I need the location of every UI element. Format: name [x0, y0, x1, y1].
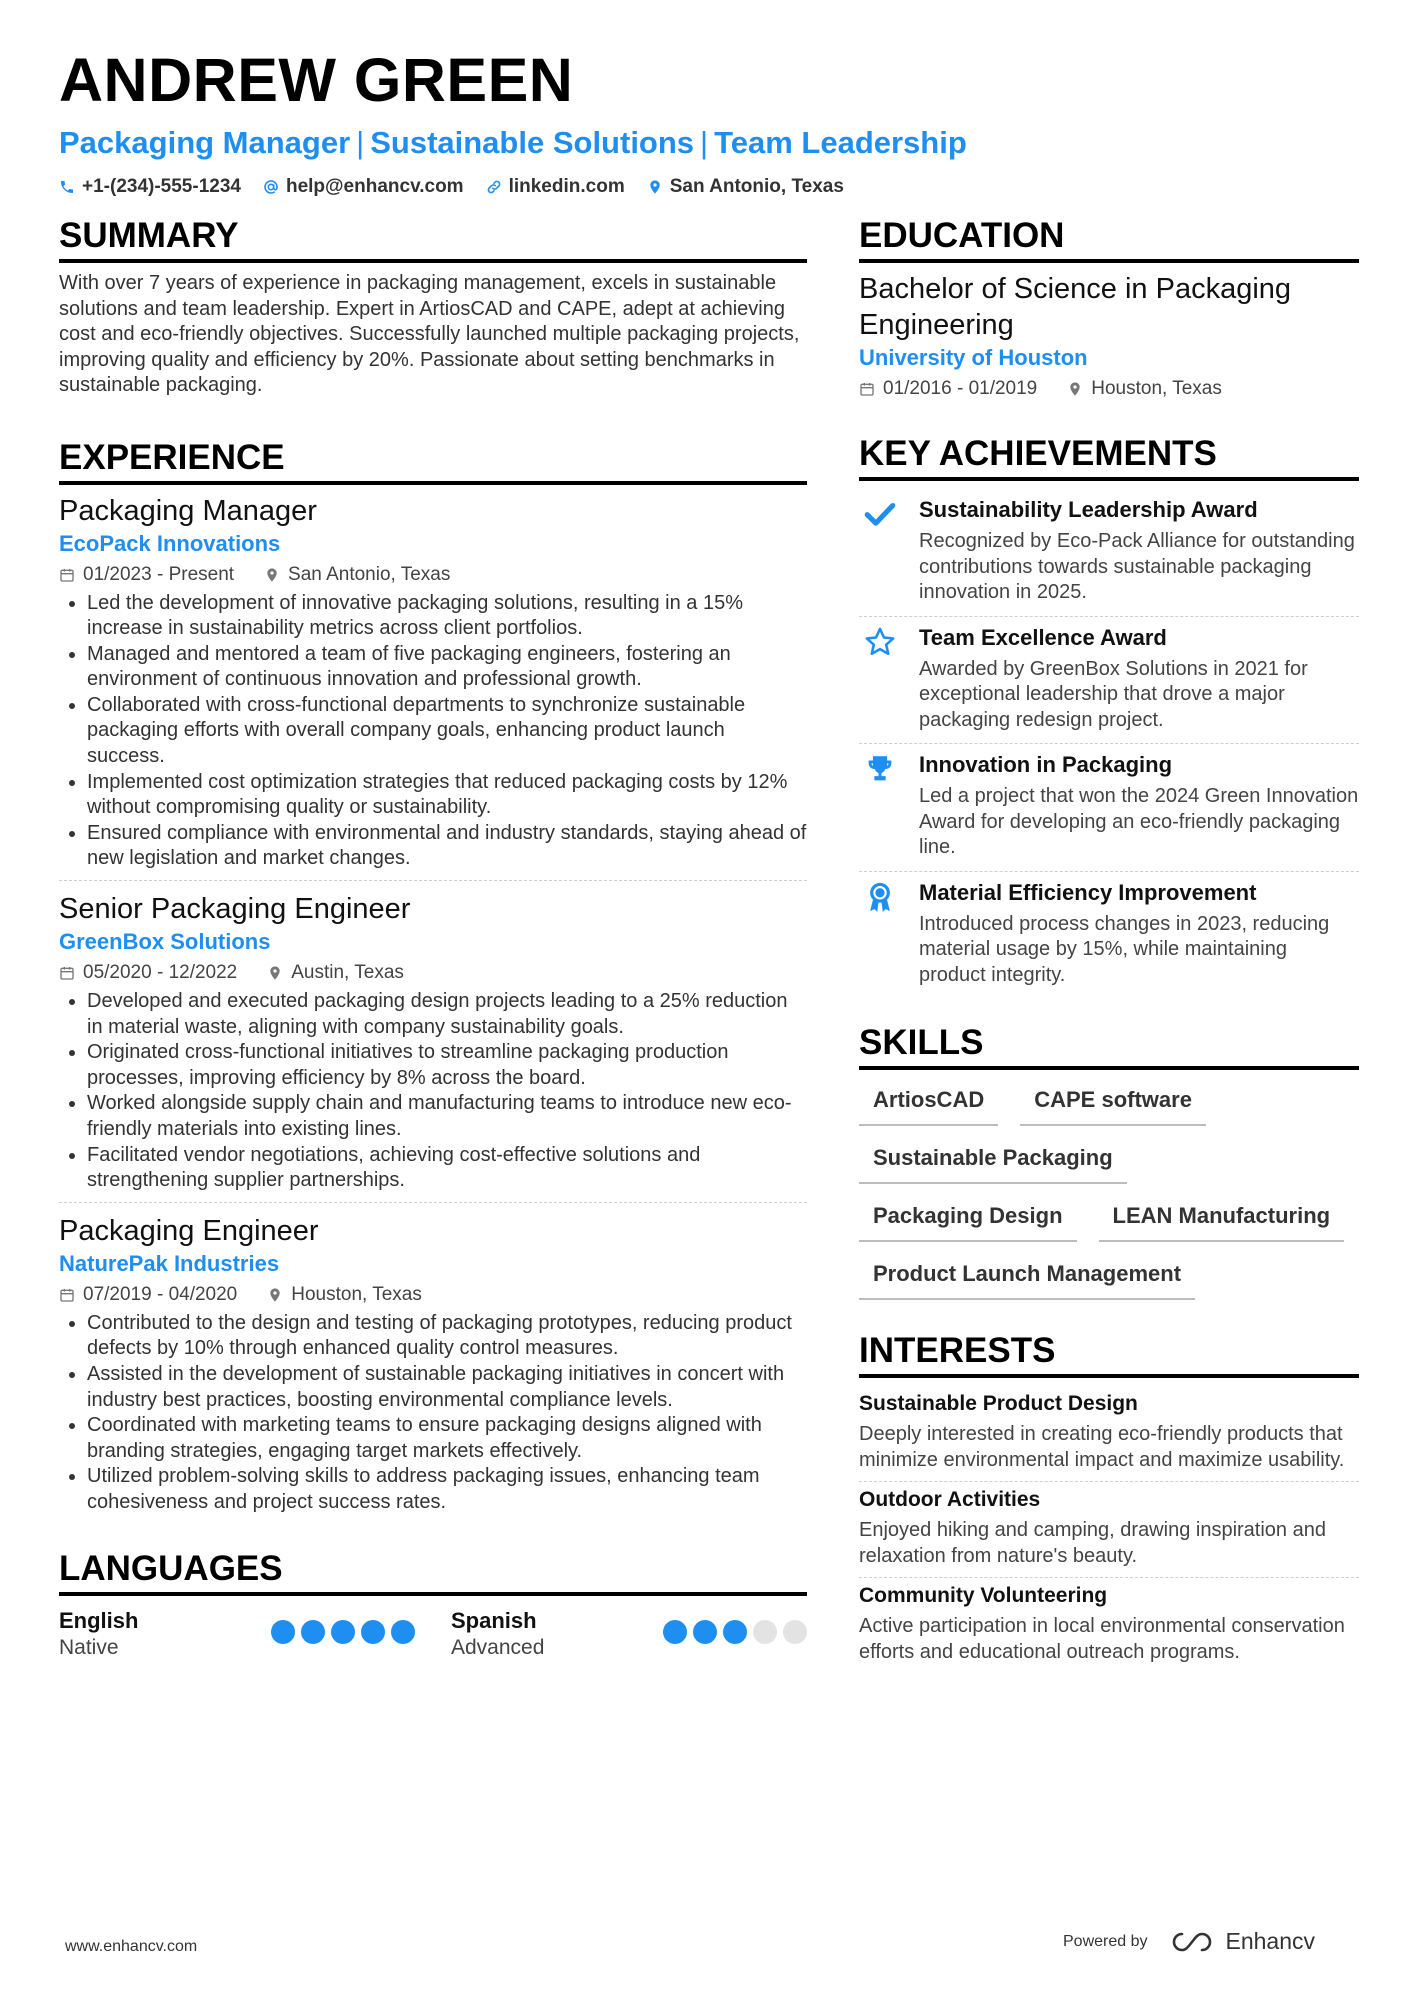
education-section	[859, 215, 1359, 403]
achievement-desc: Introduced process changes in 2023, reducing material usage by 15%, while maintaining product integrity.	[919, 912, 1330, 986]
company-name: NaturePak Industries	[59, 1250, 280, 1276]
calendar-icon	[859, 381, 875, 397]
experience-heading: EXPERIENCE	[59, 437, 807, 485]
language-name: Spanish	[451, 1607, 537, 1633]
job-bullet: • Managed and mentored a team of five packaging engineers, fostering an environment of continuous innovation and professional growth.	[87, 642, 807, 693]
job-bullet: • Originated cross-functional initiatives to streamline packaging production processes, improving efficiency by 8% across the board.	[87, 1040, 807, 1091]
interest-desc: Active participation in local environmental conservation efforts and educational outreach programs.	[859, 1615, 1345, 1663]
job-bullet: • Contributed to the design and testing of packaging prototypes, reducing product defects by 10% through enhanced quality control measures.	[87, 1311, 807, 1362]
contact-phone[interactable]	[59, 176, 241, 198]
language-level: Advanced	[451, 1635, 545, 1659]
language-rating	[663, 1620, 807, 1644]
job-entry	[59, 1213, 807, 1524]
education-meta	[859, 375, 1359, 403]
left-column	[59, 215, 807, 1662]
job-location	[264, 561, 450, 589]
interest-title: Sustainable Product Design	[859, 1392, 1138, 1415]
job-bullet: • Implemented cost optimization strategies that reduced packaging costs by 12% without compromising quality or sustainability.	[87, 770, 807, 821]
job-bullet: • Developed and executed packaging design projects leading to a 25% reduction in material waste, aligning with company sustainability goals.	[87, 989, 807, 1040]
medal-icon	[863, 880, 897, 914]
interests-heading: INTERESTS	[859, 1330, 1359, 1378]
header	[59, 44, 1359, 198]
brand-name: Enhancv	[1225, 1928, 1316, 1954]
education-dates-text: 01/2016 - 01/2019	[883, 378, 1038, 399]
job-location	[267, 959, 404, 987]
job-bullet: • Collaborated with cross-functional departments to synchronize sustainable packaging efforts with overall company goals, enhancing product launch success.	[87, 693, 807, 770]
rating-dot-filled	[331, 1620, 355, 1644]
skills-section	[859, 1022, 1359, 1300]
star-icon	[863, 625, 897, 659]
education-location	[1067, 375, 1222, 403]
achievement-entry	[859, 617, 1359, 745]
job-bullets	[59, 1311, 807, 1516]
achievement-title: Sustainability Leadership Award	[919, 497, 1258, 522]
headline-separator: |	[700, 125, 709, 160]
interest-title: Outdoor Activities	[859, 1488, 1041, 1511]
summary-heading: SUMMARY	[59, 215, 807, 263]
job-dates-text: 05/2020 - 12/2022	[83, 962, 238, 984]
language-rating	[271, 1620, 415, 1644]
location-pin-icon	[1067, 381, 1083, 397]
languages-heading: LANGUAGES	[59, 1548, 807, 1596]
job-title: Senior Packaging Engineer	[59, 893, 411, 926]
language-entry	[59, 1608, 415, 1662]
job-location-text: San Antonio, Texas	[288, 563, 451, 585]
rating-dot-filled	[723, 1620, 747, 1644]
trophy-icon	[863, 752, 897, 786]
job-meta	[59, 959, 807, 987]
location-pin-icon	[647, 179, 663, 195]
rating-dot-filled	[693, 1620, 717, 1644]
contact-linkedin[interactable]	[486, 176, 625, 198]
rating-dot-filled	[361, 1620, 385, 1644]
footer-website[interactable]: www.enhancv.com	[65, 1938, 198, 1955]
headline-part: Team Leadership	[714, 125, 967, 160]
achievement-entry	[859, 872, 1359, 999]
rating-dot-empty	[753, 1620, 777, 1644]
job-bullet: • Ensured compliance with environmental and industry standards, staying ahead of new legislation and market changes.	[87, 821, 807, 872]
interest-entry	[859, 1578, 1359, 1673]
calendar-icon	[59, 965, 75, 981]
rating-dot-filled	[391, 1620, 415, 1644]
headline	[59, 124, 1359, 162]
language-name: English	[59, 1607, 139, 1633]
job-meta	[59, 561, 807, 589]
language-entry	[451, 1608, 807, 1662]
education-location-text: Houston, Texas	[1091, 378, 1222, 399]
job-bullet: • Coordinated with marketing teams to ensure packaging designs aligned with branding strategies, engaging target markets effectively.	[87, 1413, 807, 1464]
footer-branding	[1063, 1928, 1315, 1955]
contact-row	[59, 176, 1359, 198]
job-bullets	[59, 591, 807, 873]
achievement-title: Material Efficiency Improvement	[919, 879, 1257, 905]
job-dates-text: 01/2023 - Present	[83, 563, 235, 585]
interest-entry	[859, 1386, 1359, 1482]
languages-section	[59, 1548, 807, 1662]
phone-icon	[59, 179, 75, 195]
language-level: Native	[59, 1635, 119, 1659]
rating-dot-filled	[271, 1620, 295, 1644]
achievements-section	[859, 433, 1359, 998]
job-bullet: • Assisted in the development of sustainable packaging initiatives in concert with industry best practices, boosting environmental compliance levels.	[87, 1362, 807, 1413]
skill-tag: CAPE software	[1020, 1082, 1206, 1126]
job-location-text: Austin, Texas	[291, 962, 404, 984]
school-name: University of Houston	[859, 345, 1088, 370]
achievement-entry	[859, 489, 1359, 617]
job-bullet: • Worked alongside supply chain and manufacturing teams to introduce new eco-friendly materials into existing lines.	[87, 1091, 807, 1142]
interest-desc: Deeply interested in creating eco-friendly products that minimize environmental impact and maximize usability.	[859, 1423, 1345, 1471]
skill-tag: Product Launch Management	[859, 1256, 1195, 1300]
calendar-icon	[59, 1287, 75, 1303]
job-meta	[59, 1281, 807, 1309]
interest-title: Community Volunteering	[859, 1584, 1108, 1607]
job-dates	[59, 959, 237, 987]
achievement-desc: Awarded by GreenBox Solutions in 2021 for exceptional leadership that drove a major packaging redesign project.	[919, 657, 1308, 731]
achievements-heading: KEY ACHIEVEMENTS	[859, 433, 1359, 481]
link-icon	[486, 179, 502, 195]
skill-tag: Sustainable Packaging	[859, 1140, 1127, 1184]
interests-section	[859, 1330, 1359, 1673]
job-title: Packaging Engineer	[59, 1214, 319, 1247]
headline-part: Sustainable Solutions	[370, 125, 695, 160]
job-bullet: • Facilitated vendor negotiations, achieving cost-effective solutions and strengthening supplier partnerships.	[87, 1143, 807, 1194]
powered-by-text: Powered by	[1063, 1932, 1148, 1950]
degree-title: Bachelor of Science in Packaging Engineering	[859, 273, 1292, 341]
contact-location	[647, 176, 844, 198]
languages-list	[59, 1608, 807, 1662]
achievement-title: Team Excellence Award	[919, 624, 1167, 650]
email-text: help@enhancv.com	[285, 176, 464, 197]
brand-logo[interactable]	[1170, 1928, 1316, 1955]
location-pin-icon	[264, 567, 280, 583]
job-dates	[59, 561, 234, 589]
job-entry	[59, 891, 807, 1203]
skills-heading: SKILLS	[859, 1022, 1359, 1070]
location-text: San Antonio, Texas	[669, 176, 844, 197]
summary-section	[59, 215, 807, 399]
enhancv-logo-icon	[1170, 1930, 1216, 1954]
achievement-desc: Recognized by Eco-Pack Alliance for outstanding contributions towards sustainable packaging innovation in 2025.	[919, 530, 1355, 603]
headline-part: Packaging Manager	[59, 125, 351, 160]
headline-separator: |	[356, 125, 365, 160]
phone-text: +1-(234)-555-1234	[82, 176, 241, 197]
candidate-name: ANDREW GREEN	[59, 46, 574, 114]
job-title: Packaging Manager	[59, 494, 317, 527]
at-icon	[263, 179, 279, 195]
education-dates	[859, 375, 1037, 403]
location-pin-icon	[267, 1287, 283, 1303]
interest-entry	[859, 1482, 1359, 1578]
rating-dot-empty	[783, 1620, 807, 1644]
experience-section	[59, 437, 807, 1524]
skill-tag: ArtiosCAD	[859, 1082, 998, 1126]
right-column	[859, 215, 1359, 1673]
calendar-icon	[59, 567, 75, 583]
job-location	[267, 1281, 422, 1309]
achievement-desc: Led a project that won the 2024 Green Innovation Award for developing an eco-friendly packaging line.	[919, 785, 1359, 858]
contact-email[interactable]	[263, 176, 464, 198]
job-entry	[59, 493, 807, 882]
skill-tag: Packaging Design	[859, 1198, 1077, 1242]
interest-desc: Enjoyed hiking and camping, drawing inspiration and relaxation from nature's beauty.	[859, 1519, 1326, 1567]
rating-dot-filled	[301, 1620, 325, 1644]
education-heading: EDUCATION	[859, 215, 1359, 263]
job-dates-text: 07/2019 - 04/2020	[83, 1283, 238, 1305]
job-bullet: • Utilized problem-solving skills to address packaging issues, enhancing team cohesiveness and project success rates.	[87, 1464, 807, 1515]
job-bullet: • Led the development of innovative packaging solutions, resulting in a 15% increase in sustainability metrics across client portfolios.	[87, 591, 807, 642]
linkedin-text: linkedin.com	[508, 176, 625, 197]
job-dates	[59, 1281, 237, 1309]
job-location-text: Houston, Texas	[291, 1283, 422, 1305]
company-name: GreenBox Solutions	[59, 929, 271, 955]
summary-text: With over 7 years of experience in packaging management, excels in sustainable solutions and team leadership. Expert in ArtiosCAD and CAPE, adept at achieving cost and eco-friendly objectives. Successfully launched multiple packaging projects, improving quality and efficiency by 20%. Passionate about setting benchmarks in sustainable packaging.	[59, 272, 800, 396]
rating-dot-filled	[663, 1620, 687, 1644]
job-bullets	[59, 989, 807, 1194]
skills-list	[859, 1082, 1359, 1300]
skill-tag: LEAN Manufacturing	[1099, 1198, 1345, 1242]
check-icon	[863, 497, 897, 531]
company-name: EcoPack Innovations	[59, 530, 281, 556]
location-pin-icon	[267, 965, 283, 981]
achievement-title: Innovation in Packaging	[919, 752, 1173, 777]
achievement-entry	[859, 744, 1359, 872]
